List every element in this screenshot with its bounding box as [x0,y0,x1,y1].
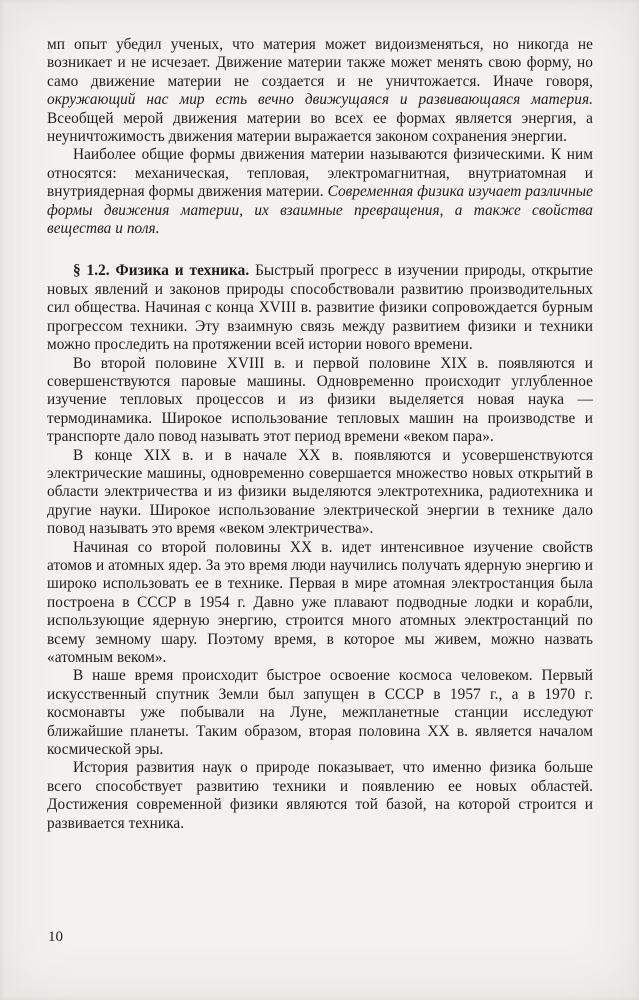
paragraph-atomic-age [47,539,593,668]
paragraph-steam-age [47,355,593,447]
page-number: 10 [48,929,63,945]
paragraph-electricity-age [47,447,593,539]
paragraph-section-1-2-intro [47,262,593,354]
paragraph-physics-and-technology [47,759,593,833]
body-text: История развития наук о природе показывает, что именно физика больше всего способствует развитию техники и появлению ее новых областей. Достижения современной физики являются той базой, на которой строится и развивается техника. [47,759,593,832]
body-text: Быстрый прогресс в изучении природы, открытие новых явлений и законов природы способствовали развитию производительных сил общества. Начиная с конца XVIII в. развитие физики сопровождается бурным прогрессом техники. Эту взаимную связь между развитием физики и техники можно проследить на протяжении всей истории нового времени. [47,262,594,354]
body-text: В наше время происходит быстрое освоение космоса человеком. Первый искусственный спутник Земли был запущен в СССР в 1957 г., а в 1970 г. космонавты уже побывали на Луне, межпланетные станции исследуют ближайшие планеты. Таким образом, вторая половина XX в. является началом космической эры. [47,667,593,759]
emphasis-text: Современная физика изучает различные формы движения материи, их взаимные превращения, а также свойства вещества и поля. [47,183,593,238]
paragraph-space-age [47,667,593,759]
body-text: Всеобщей мерой движения материи во всех ее формах является энергия, а неуничтожимость движения материи выражается законом сохранения энергии. [47,109,593,146]
body-text: В конце XIX в. и в начале XX в. появляются и усовершенствуются электрические машины, одновременно совершается множество новых открытий в области электричества и из физики выделяются электротехника, радиотехника и другие науки. Широкое использование электрической энергии в технике дало повод называть это время «веком электричества». [47,446,593,538]
section-heading: § 1.2. Физика и техника. [73,262,250,280]
paragraph-forms-of-motion [47,146,593,238]
body-text: мп опыт убедил ученых, что материя может видоизменяться, но никогда не возникает и не исчезает. Движение материи также может менять свою форму, но само движение материи не создается и не уничтожается. Иначе говоря, [47,36,593,90]
paragraph-continuation-matter [47,36,593,146]
body-text: Наиболее общие формы движения материи называются физическими. К ним относятся: механическая, тепловая, электромагнитная, внутриатомная и внутриядерная формы движения материи. [47,146,593,201]
emphasis-text: окружающий нас мир есть вечно движущаяся и развивающаяся материя. [47,91,593,109]
body-text: Начиная со второй половины XX в. идет интенсивное изучение свойств атомов и атомных ядер. За это время люди научились получать ядерную энергию и широко использовать ее в технике. Первая в мире атомная электростанция была построена в СССР в 1954 г. Давно уже плавают подводные лодки и корабли, использующие ядерную энергию, строится много атомных электростанций по всему земному шару. Поэтому время, в которое мы живем, можно назвать «атомным веком». [47,538,593,666]
body-text: Во второй половине XVIII в. и первой половине XIX в. появляются и совершенствуются паровые машины. Одновременно происходит углубленное изучение тепловых процессов и из физики выделяется новая наука — термодинамика. Широкое использование тепловых машин на производстве и транспорте дало повод называть этот период времени «веком пара». [47,354,593,446]
text-block [47,36,593,833]
